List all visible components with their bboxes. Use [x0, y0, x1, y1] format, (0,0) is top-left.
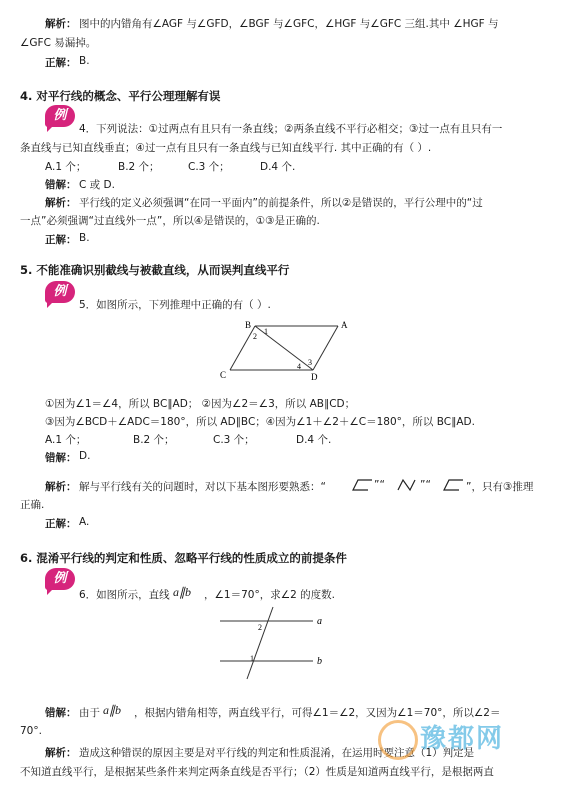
n-shape-icon — [397, 478, 419, 492]
reasoning-text: ③因为∠BCD＋∠ADC＝180°，所以 AD∥BC；④因为∠1＋∠2＋∠C＝180°，所以 BC∥AD. — [45, 416, 475, 428]
wrong-label: 错解： — [45, 452, 77, 464]
label-c: C — [220, 370, 227, 380]
parallel-notation: a∥b — [173, 585, 191, 599]
reasoning-text: ①因为∠1＝∠4，所以 BC∥AD； ②因为∠2＝∠3，所以 AB∥CD； — [45, 398, 356, 410]
example-badge: 例 — [45, 281, 75, 303]
question-text: 6．如图所示，直线 — [79, 589, 170, 601]
analysis-text: 不知道直线平行，是根据某些条件来判定两条直线是否平行；（2）性质是知道两直线平行，是根据两直 — [20, 766, 494, 778]
watermark-text: 豫都网 — [420, 724, 505, 754]
parallel-lines-figure — [215, 605, 330, 685]
label-b: b — [317, 656, 322, 667]
analysis-text: 图中的内错角有∠AGF 与∠GFD，∠BGF 与∠GFC，∠HGF 与∠GFC 三组.其中 ∠HGF 与 — [79, 18, 499, 30]
answer-text: A. — [79, 516, 90, 528]
option-a: A.1 个； — [45, 434, 87, 446]
analysis-text: 造成这种错误的原因主要是对平行线的判定和性质混淆，在运用时要注意（1）判定是 — [79, 747, 475, 759]
angle-label-2: 2 — [258, 623, 262, 632]
z-shape-icon — [352, 478, 374, 492]
segment-bc — [230, 326, 255, 370]
example-badge: 例 — [45, 105, 75, 127]
wrong-label: 错解： — [45, 179, 77, 191]
analysis-text: ∠GFC 易漏掉。 — [20, 37, 97, 49]
wrong-text: 由于 — [79, 707, 100, 719]
answer-label: 正解： — [45, 57, 77, 69]
example-badge: 例 — [45, 568, 75, 590]
option-b: B.2 个； — [118, 161, 160, 173]
analysis-label: 解析： — [45, 18, 77, 30]
watermark-logo-icon — [378, 720, 418, 760]
wrong-text: D. — [79, 450, 91, 462]
question-text: 4．下列说法：①过两点有且只有一条直线；②两条直线不平行必相交；③过一点有且只有一 — [79, 123, 503, 135]
answer-text: B. — [79, 232, 90, 244]
question-text: 条直线与已知直线垂直；④过一点有且只有一条直线与已知直线平行. 其中正确的有（ ）. — [20, 142, 432, 154]
option-c: C.3 个； — [213, 434, 255, 446]
option-d: D.4 个. — [260, 161, 296, 173]
answer-text: B. — [79, 55, 90, 67]
analysis-text: 平行线的定义必须强调“在同一平面内”的前提条件，所以②是错误的，平行公理中的“过 — [79, 197, 483, 209]
c-shape-icon — [443, 478, 465, 492]
analysis-text: ”，只有③推理 — [466, 481, 534, 493]
question-text: ，∠1＝70°，求∠2 的度数. — [204, 589, 335, 601]
option-a: A.1 个； — [45, 161, 87, 173]
segment-ad — [313, 326, 338, 370]
answer-label: 正解： — [45, 518, 77, 530]
analysis-text: 解与平行线有关的问题时，对以下基本图形要熟悉：“ — [79, 481, 326, 493]
wrong-text: 70°. — [20, 725, 42, 737]
angle-label-4: 4 — [297, 362, 301, 371]
section-heading: 6. 混淆平行线的判定和性质、忽略平行线的性质成立的前提条件 — [20, 551, 347, 565]
analysis-text: 一点”必须强调“过直线外一点”，所以④是错误的，①③是正确的. — [20, 215, 320, 227]
section-heading: 4. 对平行线的概念、平行公理理解有误 — [20, 89, 221, 103]
label-a: a — [317, 616, 322, 627]
analysis-label: 解析： — [45, 481, 77, 493]
analysis-label: 解析： — [45, 747, 77, 759]
parallelogram-figure — [220, 318, 350, 380]
angle-label-1: 1 — [250, 654, 254, 663]
angle-label-3: 3 — [308, 358, 312, 367]
wrong-text: ，根据内错角相等，两直线平行，可得∠1＝∠2，又因为∠1＝70°，所以∠2＝ — [134, 707, 501, 719]
angle-label-2: 2 — [253, 332, 257, 341]
option-d: D.4 个. — [296, 434, 332, 446]
question-text: 5．如图所示，下列推理中正确的有（ ）. — [79, 299, 271, 311]
label-a: A — [341, 320, 348, 330]
angle-label-1: 1 — [264, 327, 268, 336]
analysis-text: 正确. — [20, 499, 45, 511]
wrong-label: 错解： — [45, 707, 77, 719]
label-b: B — [245, 320, 252, 330]
quote-separator: ”“ — [420, 479, 431, 491]
label-d: D — [311, 372, 318, 380]
quote-separator: ”“ — [374, 479, 385, 491]
option-b: B.2 个； — [133, 434, 175, 446]
wrong-text: C 或 D. — [79, 179, 115, 191]
transversal — [247, 607, 273, 679]
analysis-label: 解析： — [45, 197, 77, 209]
parallel-notation: a∥b — [103, 703, 121, 717]
section-heading: 5. 不能准确识别截线与被截直线，从而误判直线平行 — [20, 263, 290, 277]
answer-label: 正解： — [45, 234, 77, 246]
option-c: C.3 个； — [188, 161, 230, 173]
